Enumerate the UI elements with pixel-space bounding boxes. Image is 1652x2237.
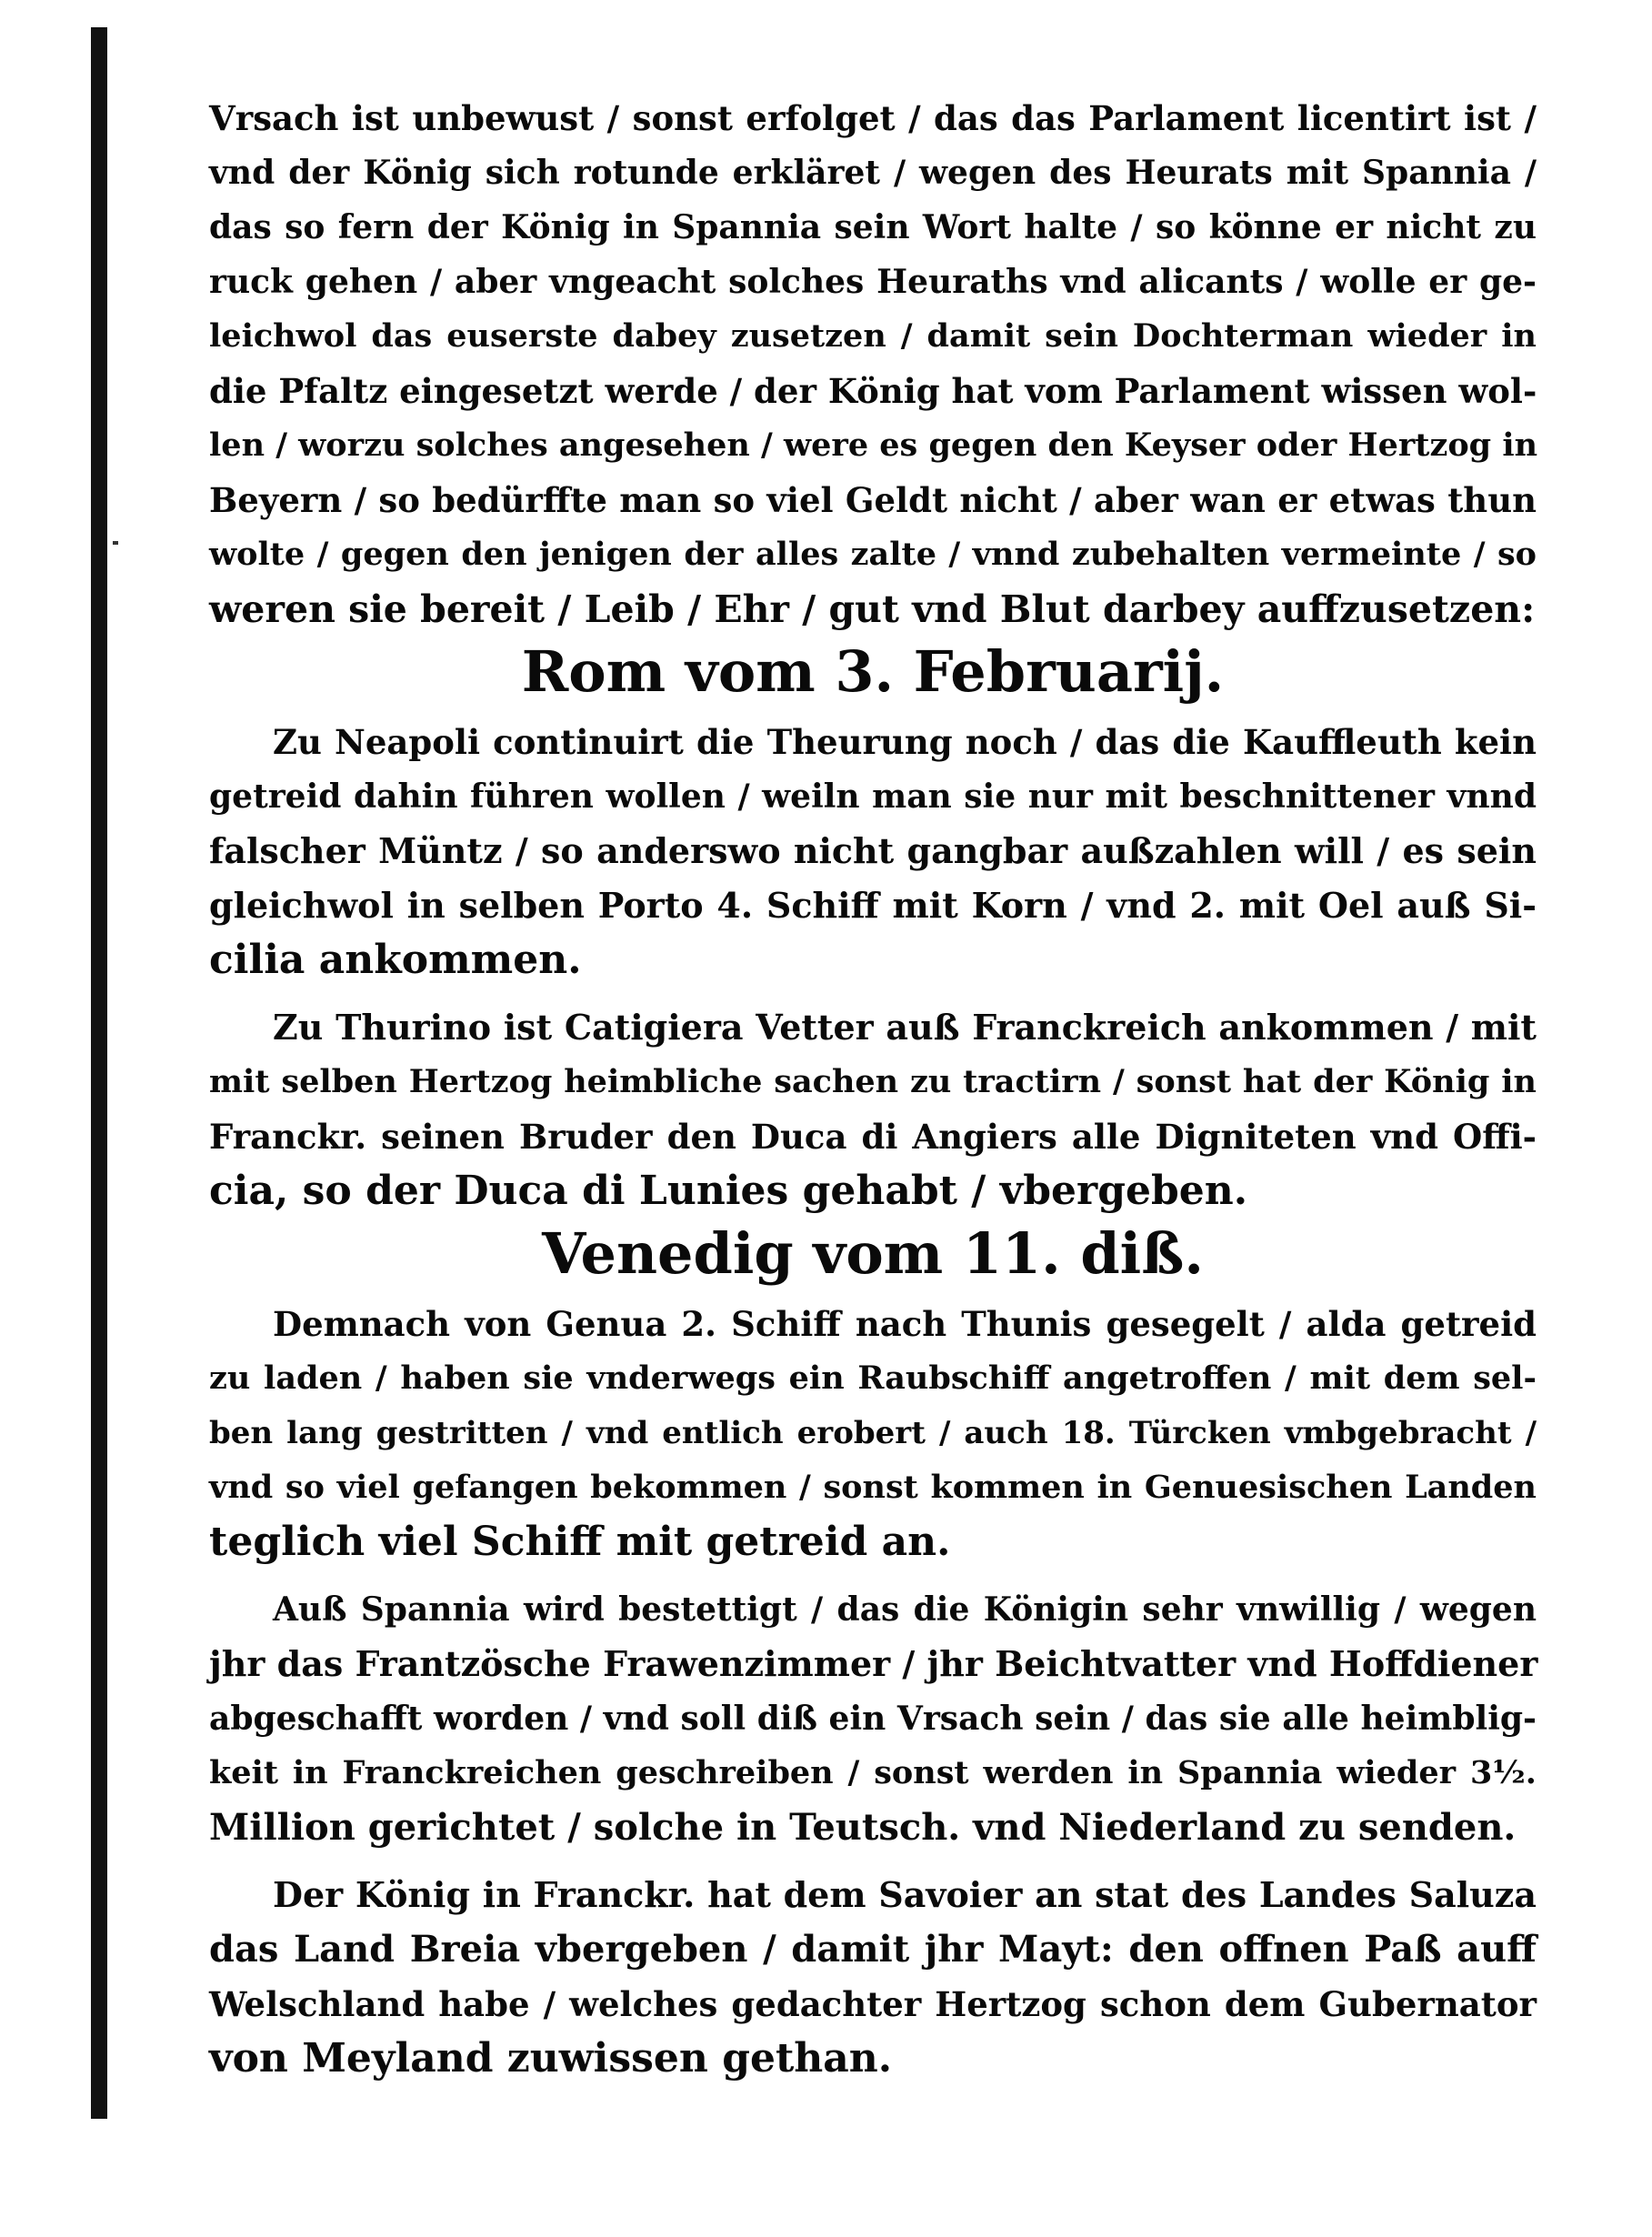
- text-line: Million gerichtet / solche in Teutsch. vnd Niederland zu senden.: [209, 1806, 1517, 1849]
- text-line: von Meyland zuwissen gethan.: [209, 2035, 893, 2082]
- rom-paragraph-thurino: [209, 1000, 1537, 1219]
- section-heading-venedig: Venedig vom 11. diß.: [542, 1220, 1204, 1287]
- text-line: jhr das Frantzösche Frawenzimmer / jhr Beichtvatter vnd Hoffdiener: [209, 1643, 1538, 1684]
- text-line: vnd der König sich rotunde erkläret / wegen des Heurats mit Spannia /: [209, 154, 1537, 192]
- text-line: Franckr. seinen Bruder den Duca di Angiers alle Digniteten vnd Offi-: [209, 1117, 1537, 1157]
- text-line: ben lang gestritten / vnd entlich erobert / auch 18. Türcken vmbgebracht /: [209, 1415, 1537, 1451]
- text-line: cilia ankommen.: [209, 937, 582, 983]
- text-line: wolte / gegen den jenigen der alles zalte / vnnd zubehalten vermeinte / so: [209, 536, 1537, 573]
- text-line: Zu Neapoli continuirt die Theurung noch / das die Kauffleuth kein: [273, 722, 1537, 762]
- text-line: getreid dahin führen wollen / weiln man sie nur mit beschnittener vnnd: [209, 777, 1537, 816]
- text-line: gleichwol in selben Porto 4. Schiff mit Korn / vnd 2. mit Oel auß Si-: [209, 885, 1537, 926]
- text-line: Beyern / so bedürffte man so viel Geldt nicht / aber wan er etwas thun: [209, 480, 1537, 520]
- text-line: teglich viel Schiff mit getreid an.: [209, 1519, 951, 1565]
- text-line: Zu Thurino ist Catigiera Vetter auß Franckreich ankommen / mit: [273, 1007, 1537, 1048]
- text-line: zu laden / haben sie vnderwegs ein Raubschiff angetroffen / mit dem sel-: [209, 1359, 1537, 1397]
- text-line: Vrsach ist unbewust / sonst erfolget / das das Parlament licentirt ist /: [209, 98, 1537, 138]
- text-line: Demnach von Genua 2. Schiff nach Thunis gesegelt / alda getreid: [273, 1304, 1537, 1344]
- text-line: weren sie bereit / Leib / Ehr / gut vnd Blut darbey auffzusetzen:: [209, 587, 1536, 631]
- venedig-paragraph-savoier: [209, 1868, 1537, 2086]
- text-line: cia, so der Duca di Lunies gehabt / vbergeben.: [209, 1168, 1248, 1214]
- opening-paragraph: [209, 91, 1537, 637]
- text-line: vnd so viel gefangen bekommen / sonst kommen in Genuesischen Landen: [209, 1469, 1537, 1506]
- text-line: das Land Breia vbergeben / damit jhr Mayt: den offnen Paß auff: [209, 1928, 1537, 1971]
- text-line: Welschland habe / welches gedachter Hertzog schon dem Gubernator: [209, 1984, 1537, 2024]
- text-line: das so fern der König in Spannia sein Wort halte / so könne er nicht zu: [209, 208, 1537, 246]
- section-heading-rom: Rom vom 3. Februarij.: [521, 638, 1225, 705]
- text-line: abgeschafft worden / vnd soll diß ein Vrsach sein / das sie alle heimblig-: [209, 1700, 1537, 1738]
- text-line: Auß Spannia wird bestettigt / das die Königin sehr vnwillig / wegen: [273, 1590, 1537, 1629]
- margin-mark: [113, 541, 118, 545]
- venedig-paragraph-genua: [209, 1297, 1537, 1570]
- text-line: mit selben Hertzog heimbliche sachen zu tractirn / sonst hat der König in: [209, 1063, 1537, 1100]
- text-line: leichwol das euserste dabey zusetzen / damit sein Dochterman wieder in: [209, 317, 1537, 355]
- left-margin-rule: [91, 27, 107, 2119]
- rom-paragraph-neapoli: [209, 715, 1537, 988]
- text-line: len / worzu solches angesehen / were es gegen den Keyser oder Hertzog in: [209, 426, 1538, 464]
- venedig-paragraph-spannia: [209, 1582, 1537, 1855]
- document-body: [209, 91, 1537, 2086]
- text-line: ruck gehen / aber vngeacht solches Heuraths vnd alicants / wolle er ge-: [209, 263, 1537, 301]
- text-line: die Pfaltz eingesetzt werde / der König hat vom Parlament wissen wol-: [209, 371, 1537, 411]
- text-line: Der König in Franckr. hat dem Savoier an stat des Landes Saluza: [273, 1874, 1537, 1915]
- text-line: keit in Franckreichen geschreiben / sonst werden in Spannia wieder 3½.: [209, 1754, 1537, 1791]
- text-line: falscher Müntz / so anderswo nicht gangbar außzahlen will / es sein: [209, 830, 1537, 871]
